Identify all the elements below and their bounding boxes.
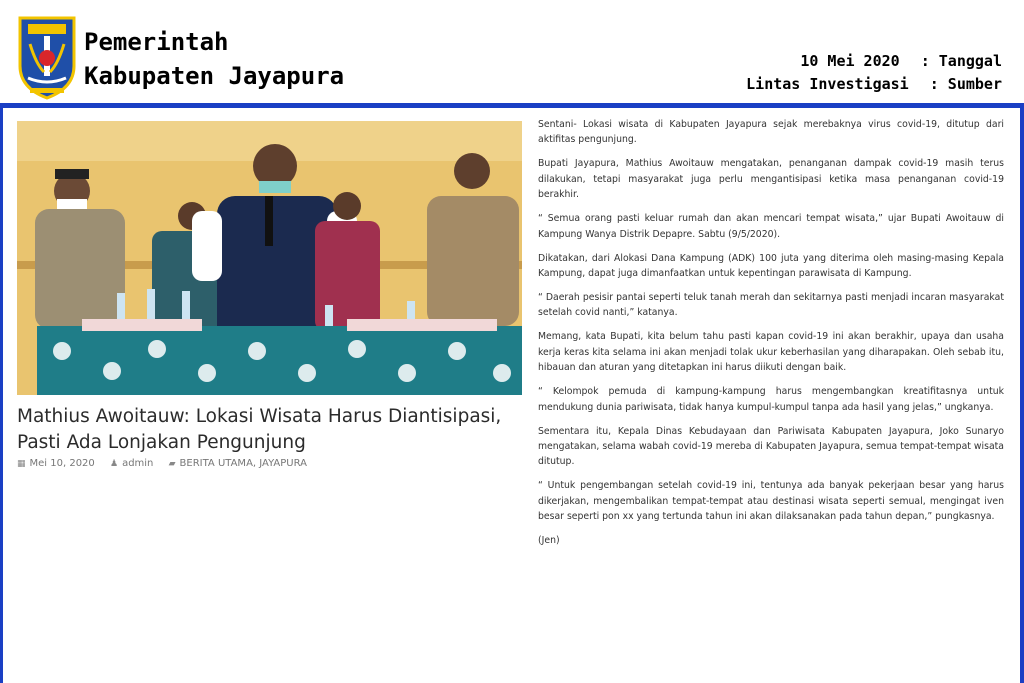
post-meta xyxy=(17,458,319,469)
article-paragraph: Bupati Jayapura, Mathius Awoitauw mengatakan, penanganan dampak covid-19 masih terus dilakukan, tetapi masyarakat juga perlu mengantisipasi ketika masa penanganan covid-19 berakhir. xyxy=(538,158,1004,201)
article-signoff: (Jen) xyxy=(538,535,560,547)
post-author[interactable] xyxy=(110,458,153,469)
article-paragraph: Dikatakan, dari Alokasi Dana Kampung (ADK) 100 juta yang diterima oleh masing-masing Kepala Kampung, dapat juga dimanfaatkan untuk kepentingan parawisata di Kampung. xyxy=(538,252,1004,280)
header-meta xyxy=(746,50,1002,96)
date-row xyxy=(746,50,1002,73)
folder-icon: ▰ xyxy=(168,459,176,469)
news-photo-illustration xyxy=(17,121,522,395)
regency-title: Kabupaten Jayapura xyxy=(84,62,345,90)
source-value: Lintas Investigasi xyxy=(746,75,909,93)
article-paragraph: “ Kelompok pemuda di kampung-kampung harus mengembangkan kreatifitasnya untuk mendukung dunia pariwisata, tidak hanya kumpul-kumpul tanpa ada hasil yang jelas,” ungkanya. xyxy=(538,386,1004,413)
government-title: Pemerintah xyxy=(84,28,229,56)
post-date-text: Mei 10, 2020 xyxy=(29,458,95,469)
article-paragraph: “ Daerah pesisir pantai seperti teluk tanah merah dan sekitarnya pasti menjadi incaran masyarakat setelah covid nanti,” katanya. xyxy=(538,292,1004,319)
calendar-icon: ▦ xyxy=(17,459,26,469)
news-photo xyxy=(17,121,522,395)
date-label: : Tanggal xyxy=(920,52,1002,70)
user-icon: ♟ xyxy=(109,459,119,469)
source-label: : Sumber xyxy=(929,75,1002,93)
source-row xyxy=(746,73,1002,96)
article-paragraph: “ Semua orang pasti keluar rumah dan akan mencari tempat wisata,” ujar Bupati Awoitauw di Kampung Wanya Distrik Depapre. Sabtu (9/5/2020). xyxy=(538,213,1004,240)
kabupaten-jayapura-emblem-icon xyxy=(16,14,78,100)
post-title[interactable]: Mathius Awoitauw: Lokasi Wisata Harus Diantisipasi, Pasti Ada Lonjakan Pengunjung xyxy=(17,406,502,453)
article-body xyxy=(538,117,1004,557)
article-paragraph: Sentani- Lokasi wisata di Kabupaten Jayapura sejak merebaknya virus covid-19, ditutup dari aktifitas pengunjung. xyxy=(538,119,1004,146)
article-paragraph: Memang, kata Bupati, kita belum tahu pasti kapan covid-19 ini akan berakhir, upaya dan usaha kerja keras kita selama ini akan menjadi tolak ukur keberhasilan yang diharapakan. Oleh sebab itu, hibauan dan aturan yang ditetapkan ini harus diikuti dengan baik. xyxy=(538,331,1004,374)
date-value: 10 Mei 2020 xyxy=(800,52,900,70)
post-author-text: admin xyxy=(122,458,154,469)
page-header xyxy=(0,0,1024,103)
article-paragraph: Sementara itu, Kepala Dinas Kebudayaan dan Pariwisata Kabupaten Jayapura, Joko Sunaryo mengatakan, selama wabah covid-19 mereba di Kabupaten Jayapura, semua tempat-tempat wisata ditutup. xyxy=(538,425,1004,468)
post-categories[interactable] xyxy=(169,458,307,469)
post-categories-text: BERITA UTAMA, JAYAPURA xyxy=(179,458,308,469)
article-paragraph: “ Untuk pengembangan setelah covid-19 ini, tentunya ada banyak pekerjaan besar yang harus dikerjakan, mengembalikan tempat-tempat atau destinasi wisata seperti semual, mengingat iven besar seperti pon xx yang tertunda tahun ini akan dilaksanakan pada tahun depan,” pungkasnya. xyxy=(538,480,1004,523)
post-date[interactable] xyxy=(17,458,95,469)
